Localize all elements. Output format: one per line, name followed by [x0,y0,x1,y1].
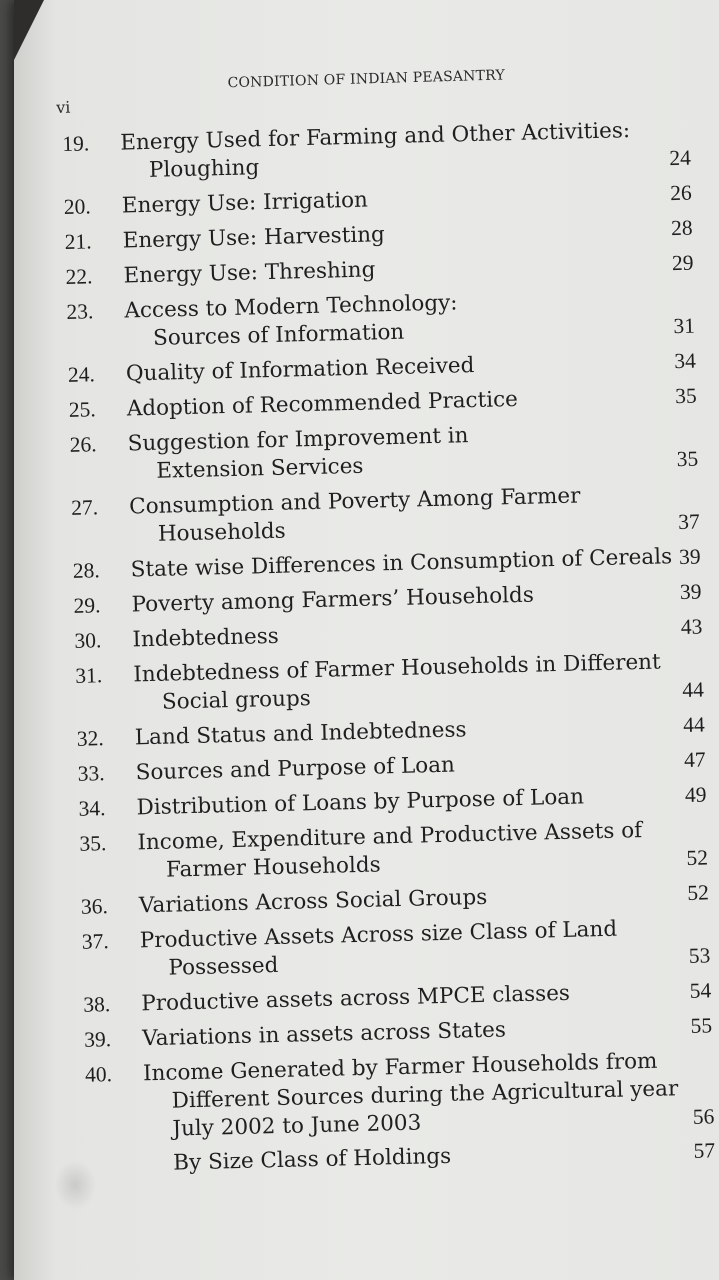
toc-entry-title: Ploughing [148,155,260,183]
toc-page-number: 57 [693,1138,716,1163]
toc-entry-number: 38. [83,992,111,1017]
toc-entry-number: 19. [62,131,90,156]
toc-entry-number: 27. [70,495,99,520]
toc-page-number: 44 [682,712,706,737]
toc-page-number: 39 [678,544,701,570]
toc-entry-number: 24. [67,362,96,387]
toc-page-number: 52 [686,845,709,870]
toc-entry-number: 22. [65,264,93,289]
toc-page-number: 49 [684,782,707,807]
folio-number: vi [55,97,71,117]
toc-entry-title: Social groups [161,686,312,715]
toc-entry-title: Variations Across Social Groups [138,884,488,919]
toc-entry-title: Variations in assets across States [141,1017,507,1052]
toc-entry-number: 30. [74,628,102,653]
toc-entry-title: Income Generated by Farmer Households from [142,1048,658,1087]
toc-entry-title: Energy Use: Harvesting [122,222,386,254]
page-header [55,64,616,120]
toc-entry-title: Sources and Purpose of Loan [135,752,456,786]
toc-entry-title: Distribution of Loans by Purpose of Loan [136,784,585,821]
toc-entry [66,282,707,355]
toc-entry-title: By Size Class of Holdings [172,1143,452,1176]
toc-entry-title: Consumption and Poverty Among Farmer [128,483,581,520]
toc-entry [75,646,716,719]
book-page [14,0,719,1280]
toc-entry-number: 40. [84,1062,113,1087]
toc-page-number: 54 [689,978,712,1003]
toc-page-number: 37 [677,509,701,535]
toc-page-number: 29 [671,250,694,276]
toc-entry [81,912,719,985]
toc-entry-number: 28. [72,558,100,583]
thumb-smudge [54,1160,96,1210]
toc-entry-title: July 2002 to June 2003 [172,1110,422,1142]
toc-entry-title: Different Sources during the Agricultural year [171,1076,679,1114]
toc-entry-title: Possessed [168,952,279,981]
table-of-contents [62,114,719,1185]
toc-entry [85,1045,719,1146]
toc-page-number: 43 [680,614,703,640]
toc-page-number: 55 [690,1013,713,1038]
running-title: CONDITION OF INDIAN PEASANTRY [227,67,506,92]
toc-entry-title: Productive assets across MPCE classes [141,980,571,1017]
toc-page-number: 35 [674,383,697,409]
toc-entry-title: Energy Use: Irrigation [121,187,369,219]
toc-entry-title: Extension Services [156,453,364,484]
toc-entry [69,415,710,488]
toc-entry-number: 36. [80,894,109,919]
toc-page-number: 47 [683,747,706,772]
toc-entry-number: 26. [69,432,97,457]
toc-entry-number: 33. [77,761,105,786]
toc-entry [79,814,719,887]
toc-entry-number: 35. [79,831,107,856]
page-corner-shadow [14,0,44,60]
toc-entry-number: 21. [64,229,92,254]
toc-entry [62,114,703,187]
toc-entry-number: 25. [68,397,97,422]
toc-entry-title: Land Status and Indebtedness [134,717,467,751]
toc-entry-number: 32. [76,726,105,751]
toc-page-number: 24 [669,145,692,171]
toc-entry-title: Farmer Households [165,852,381,883]
toc-entry-title: Adoption of Recommended Practice [126,386,519,422]
toc-entry-title: Energy Use: Threshing [123,257,376,289]
toc-entry-number: 23. [66,299,94,324]
toc-entry-title: Poverty among Farmers’ Households [131,582,535,618]
toc-page-number: 44 [682,677,705,703]
toc-entry-number: 39. [83,1027,112,1052]
toc-page-number: 56 [692,1104,715,1129]
toc-entry-number: 29. [73,593,101,618]
toc-entry-title: Productive Assets Across size Class of Land [139,916,618,954]
toc-entry-title: Energy Used for Farming and Other Activities: [120,118,631,156]
toc-entry-title: Indebtedness [132,623,280,653]
toc-page-number: 31 [673,313,696,339]
toc-entry-number: 20. [63,194,92,219]
toc-entry [71,478,712,551]
toc-entry-number: 34. [78,796,106,821]
toc-entry-title: Access to Modern Technology: [124,290,458,324]
toc-entry-title: Sources of Information [152,319,405,351]
toc-page-number: 35 [676,446,699,472]
toc-entry-title: Indebtedness of Farmer Households in Different [133,649,661,688]
toc-page-number: 28 [670,215,693,241]
toc-entry-number: 37. [81,929,109,954]
toc-page-number: 39 [679,579,702,605]
toc-entry-title: Income, Expenditure and Productive Assets of [137,818,643,856]
toc-entry-number: 31. [75,663,103,688]
toc-entry-title: Households [157,518,286,547]
toc-page-number: 26 [669,180,693,206]
toc-entry-title: State wise Differences in Consumption of Cereals [130,544,673,583]
toc-entry-title: Quality of Information Received [125,352,475,387]
toc-page-number: 53 [688,943,711,968]
toc-page-number: 52 [687,880,710,905]
toc-entry-title: Suggestion for Improvement in [127,423,469,457]
toc-page-number: 34 [674,348,697,374]
